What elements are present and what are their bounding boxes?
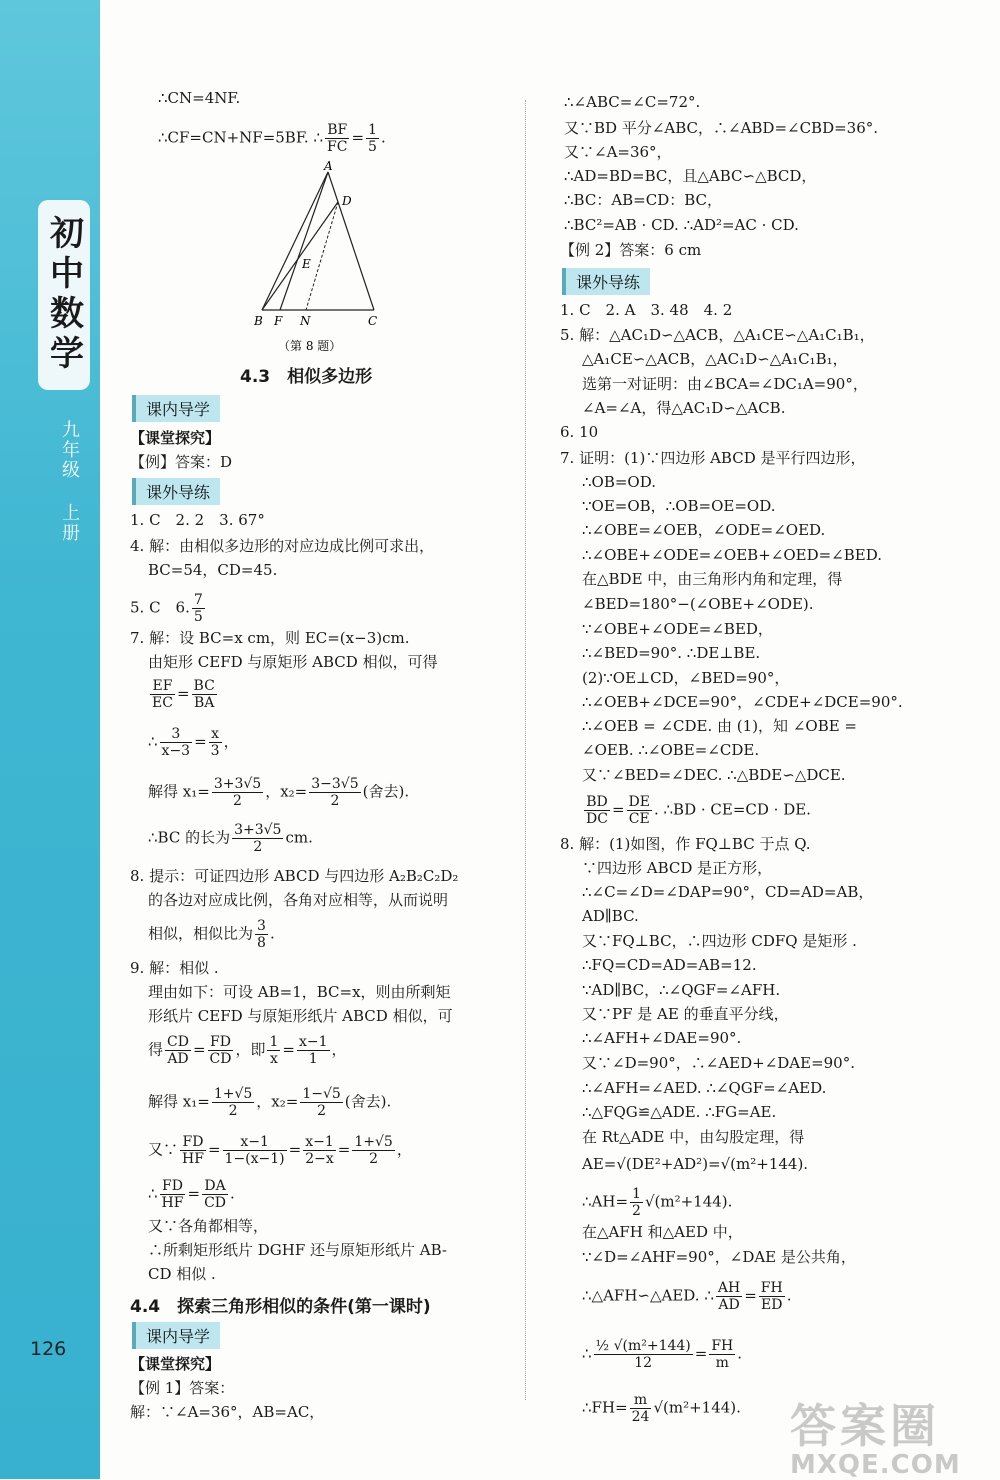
text-line: 【课堂探究】 (130, 1355, 221, 1373)
text-line: ∴OB=OD. (582, 473, 656, 491)
text-line: ∵OE=OB，∴OB=OE=OD. (582, 497, 776, 515)
sidebar-title: 初中数学 (38, 200, 90, 390)
text-line: ∴△FQG≌△ADE. ∴FG=AE. (582, 1103, 777, 1121)
text-line: ∴AD=BD=BC，且△ABC∽△BCD， (564, 167, 817, 185)
tag-in-class-2: 课内导学 (132, 1322, 220, 1349)
text-line: 6. 10 (560, 423, 599, 441)
text-line: 5. 解：△AC₁D∽△ACB，△A₁CE∽△A₁C₁B₁， (560, 326, 875, 344)
text-line: 又∵∠D=90°，∴∠AED+∠DAE=90°. (582, 1054, 855, 1072)
text-line: 解得 x₁= $\frac{3+3√5}{2}$ ，x₂= $\frac{3-3√5}{2}$ (舍去). (148, 776, 410, 809)
text-line: △A₁CE∽△ACB，△AC₁D∽△A₁C₁B₁， (582, 350, 848, 368)
text-line: $\frac{EF}{EC}$ = $\frac{BC}{BA}$ (152, 678, 215, 711)
text-line: ∵∠OBE+∠ODE=∠BED， (582, 620, 773, 638)
text-line: CD 相似 . (148, 1265, 216, 1283)
text-line: 理由如下：可设 AB=1，BC=x，则由所剩矩 (148, 983, 451, 1001)
text-line: 8. 解：(1)如图，作 FQ⊥BC 于点 Q. (560, 835, 811, 853)
text-line: ∴AH= $\frac{1}{2}$ √(m²+144). (582, 1186, 733, 1219)
text-line: ∴∠AFH=∠AED. ∴∠QGF=∠AED. (582, 1079, 827, 1097)
tag-in-class: 课内导学 (132, 395, 220, 422)
text-line: ∴∠AFH+∠DAE=90°. (582, 1029, 742, 1047)
text-line: 【例】答案：D (130, 453, 233, 471)
point-b-label: B (254, 314, 263, 328)
text-line: ∴∠ABC=∠C=72°. (564, 93, 701, 111)
text-line: 形纸片 CEFD 与原矩形纸片 ABCD 相似，可 (148, 1007, 453, 1025)
text-line: AD∥BC. (582, 907, 639, 925)
sidebar (0, 0, 100, 1479)
text-line: ∴ $\frac{\text{½ √(m²+144)}}{12}$ = $\frac{FH}{m}$ . (582, 1338, 743, 1371)
text-line: 在△AFH 和△AED 中， (582, 1223, 743, 1241)
figure-caption: （第 8 题） (278, 339, 342, 353)
text-line: 在 Rt△ADE 中，由勾股定理，得 (582, 1128, 805, 1146)
section-title-4-3: 4.3 相似多边形 (240, 367, 373, 387)
text-line: ∴∠OBE=∠OEB，∠ODE=∠OED. (582, 521, 826, 539)
text-line: ∴∠OBE+∠ODE=∠OEB+∠OED=∠BED. (582, 546, 882, 564)
text-line: ∵四边形 ABCD 是正方形， (582, 859, 773, 877)
text-line: ∴BC：AB=CD：BC， (564, 191, 723, 209)
point-c-label: C (368, 314, 378, 328)
text-line: ∴ $\frac{3}{x-3}$ = $\frac{x}{3}$ ， (148, 726, 239, 759)
text-line: 1. C 2. A 3. 48 4. 2 (560, 301, 733, 319)
section-title-4-4: 4.4 探索三角形相似的条件(第一课时) (130, 1297, 431, 1317)
text-line: ∵∠D=∠AHF=90°，∠DAE 是公共角， (582, 1248, 856, 1266)
text-line: 7. 解：设 BC=x cm，则 EC=(x−3)cm. (130, 629, 410, 647)
text-line: ∵AD∥BC，∴∠QGF=∠AFH. (582, 981, 781, 999)
text-line: AE=√(DE²+AD²)=√(m²+144). (582, 1155, 809, 1173)
text-line: 在△BDE 中，由三角形内角和定理，得 (582, 570, 843, 588)
text-line: ∴△AFH∽△AED. ∴ $\frac{AH}{AD}$ = $\frac{FH}{ED}$ . (582, 1280, 792, 1313)
text-line: 5. C 6. $\frac{7}{5}$ (130, 592, 203, 625)
text-line: 解得 x₁= $\frac{1+√5}{2}$ ，x₂= $\frac{1-√5}{2}$ (舍去). (148, 1086, 392, 1119)
watermark-logo (790, 1390, 961, 1480)
text-line: ∴FH= $\frac{m}{24}$ √(m²+144). (582, 1392, 741, 1425)
text-line: 4. 解：由相似多边形的对应边成比例可求出， (130, 537, 435, 555)
text-line: 1. C 2. 2 3. 67° (130, 511, 265, 529)
text-line: 又∵各角都相等， (148, 1217, 269, 1235)
text-line: ∴CN=4NF. (158, 89, 241, 107)
text-line: ∴所剩矩形纸片 DGHF 还与原矩形纸片 AB- (148, 1241, 448, 1259)
text-line: 8. 提示：可证四边形 ABCD 与四边形 A₂B₂C₂D₂ (130, 867, 459, 885)
text-line: 7. 证明：(1)∵四边形 ABCD 是平行四边形， (560, 449, 866, 467)
text-line: ∴∠OEB = ∠CDE. 由 (1)，知 ∠OBE = (582, 717, 858, 735)
text-line: 【课堂探究】 (130, 429, 221, 447)
text-line: 又∵FQ⊥BC，∴四边形 CDFQ 是矩形 . (582, 932, 857, 950)
text-line: ∴∠C=∠D=∠DAP=90°，CD=AD=AB， (582, 883, 874, 901)
text-line: 又∵BD 平分∠ABC，∴∠ABD=∠CBD=36°. (564, 119, 879, 137)
tag-after-class: 课外导练 (132, 478, 220, 505)
point-n-label: N (300, 314, 311, 328)
point-d-label: D (342, 194, 352, 208)
text-line: 由矩形 CEFD 与原矩形 ABCD 相似，可得 (148, 653, 438, 671)
text-line: ∴∠OEB+∠DCE=90°，∠CDE+∠DCE=90°. (582, 693, 903, 711)
point-f-label: F (274, 314, 283, 328)
text-line: 又∵∠A=36°， (564, 143, 672, 161)
text-line: 【例 2】答案：6 cm (560, 241, 702, 259)
text-line: ∴∠BED=90°. ∴DE⊥BE. (582, 644, 761, 662)
text-line: ∴FQ=CD=AD=AB=12. (582, 956, 757, 974)
text-line: 【例 1】答案： (130, 1379, 235, 1397)
watermark-url: MXQE.COM (790, 1450, 961, 1480)
column-divider (525, 100, 526, 1400)
text-line: 又∵ $\frac{FD}{HF}$ = $\frac{x-1}{1-(x-1)}$ = $\frac{x-1}{2-x}$ = $\frac{1+√5}{2}$ ， (148, 1134, 412, 1167)
text-line: $\frac{BD}{DC}$ = $\frac{DE}{CE}$ . ∴BD · CE=CD · DE. (586, 794, 811, 827)
text-line: BC=54，CD=45. (148, 561, 278, 579)
watermark-text: 答案圈 (790, 1399, 940, 1453)
text-line: ∴BC 的长为 $\frac{3+3√5}{2}$ cm. (148, 822, 313, 855)
text-line: 解：∵∠A=36°，AB=AC， (130, 1403, 325, 1421)
text-line: 的各边对应成比例，各角对应相等，从而说明 (148, 891, 449, 909)
text-line: 又∵PF 是 AE 的垂直平分线， (582, 1005, 789, 1023)
text-line: ∴ $\frac{FD}{HF}$ = $\frac{DA}{CD}$ . (148, 1178, 235, 1211)
text-line: ∠OEB. ∴∠OBE=∠CDE. (582, 741, 760, 759)
text-line: 选第一对证明：由∠BCA=∠DC₁A=90°， (582, 375, 868, 393)
text-line: ∠A=∠A，得△AC₁D∽△ACB. (582, 399, 786, 417)
text-line: (2)∵OE⊥CD，∠BED=90°， (582, 669, 790, 687)
point-a-label: A (324, 160, 333, 173)
text-line: 又∵∠BED=∠DEC. ∴△BDE∽△DCE. (582, 766, 846, 784)
text-line: 相似，相似比为 $\frac{3}{8}$ . (148, 918, 275, 951)
point-e-label: E (302, 257, 311, 271)
text-line: 9. 解：相似 . (130, 959, 219, 977)
sidebar-subtitle: 九年级 上册 (59, 420, 80, 543)
text-line: ∠BED=180°−(∠OBE+∠ODE). (582, 595, 814, 613)
text-line: 得 $\frac{CD}{AD}$ = $\frac{FD}{CD}$ ，即 $\frac{1}{x}$ = $\frac{x-1}{1}$ ， (148, 1034, 347, 1067)
text-line: ∴CF=CN+NF=5BF. ∴ $\frac{BF}{FC}$ = $\frac{1}{5}$ . (158, 122, 386, 155)
page-number: 126 (30, 1338, 67, 1360)
text-line: ∴BC²=AB · CD. ∴AD²=AC · CD. (564, 216, 799, 234)
triangle-figure (250, 160, 390, 360)
tag-after-class-right: 课外导练 (562, 268, 650, 295)
